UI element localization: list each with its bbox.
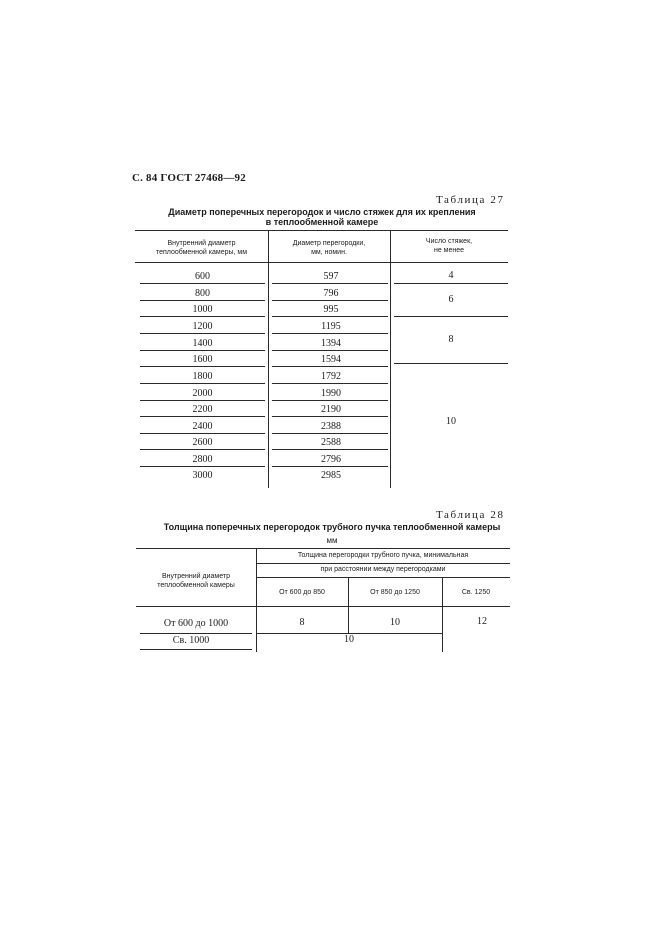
row-rule (140, 449, 265, 450)
table-row-inner-diameter: 2400 (192, 421, 213, 432)
table-row-inner-diameter: 2800 (192, 454, 213, 465)
table-28-subgroup-rule (256, 577, 510, 578)
table-28-subcol3-header: Св. 1250 (461, 589, 491, 596)
table-28-label: Таблица 28 (436, 509, 505, 521)
table-28-subcol2-header: От 850 до 1250 (370, 589, 420, 596)
row-rule (140, 350, 265, 351)
table-28-row-rule-left (140, 633, 252, 634)
table-27-top-rule (135, 230, 508, 231)
table-27-title-line2: в теплообменной камере (265, 217, 379, 227)
table-27-col1-header (135, 239, 268, 257)
table-27-header-rule (135, 262, 508, 263)
table-row-partition-diameter: 796 (323, 288, 339, 299)
table-27-title-line1: Диаметр поперечных перегородок и число стяжек для их крепления (168, 207, 476, 217)
row-rule (140, 283, 265, 284)
table-28-col1-header (136, 572, 256, 590)
table-28-subgroup-header: при расстоянии между перегородками (320, 566, 446, 573)
col3-header-line2: не менее (433, 247, 465, 254)
page-header: С. 84 ГОСТ 27468—92 (132, 172, 246, 184)
table-row-partition-diameter: 1990 (321, 388, 341, 399)
ties-rule (394, 283, 508, 284)
table-28-bottom-rule-left (140, 649, 252, 650)
row-rule (140, 366, 265, 367)
ties-value-10: 10 (446, 416, 456, 427)
table-row-partition-diameter: 1394 (321, 338, 341, 349)
table-27-title (132, 207, 512, 227)
row-rule (140, 400, 265, 401)
table-27-col3-header (390, 237, 508, 255)
table-row-inner-diameter: 1200 (192, 321, 213, 332)
table-28-subcol1-header: От 600 до 850 (279, 589, 325, 596)
table-row-inner-diameter: 800 (195, 288, 210, 299)
ties-value-4: 4 (448, 270, 454, 281)
table-28-title: Толщина поперечных перегородок трубного пучка теплообменной камеры (163, 522, 501, 532)
table-row-inner-diameter: 1600 (192, 354, 213, 365)
col1-header-line2: теплообменной камеры, мм (155, 249, 248, 256)
row-rule (272, 416, 388, 417)
row-rule (272, 466, 388, 467)
table-row-partition-diameter: 995 (323, 304, 339, 315)
table-row-partition-diameter: 2985 (321, 470, 341, 481)
table-28-row2-merged: 10 (344, 634, 354, 645)
table-row-inner-diameter: 1400 (192, 338, 213, 349)
table-row-partition-diameter: 2796 (321, 454, 341, 465)
row-rule (140, 383, 265, 384)
row-rule (272, 350, 388, 351)
table-row-inner-diameter: 2600 (192, 437, 213, 448)
table-28-row2-inner: Св. 1000 (172, 635, 210, 646)
table-row-partition-diameter: 1792 (321, 371, 341, 382)
row-rule (272, 366, 388, 367)
row-rule (272, 400, 388, 401)
row-rule (272, 383, 388, 384)
table-row-inner-diameter: 3000 (192, 470, 213, 481)
table-27-col-separator-1 (268, 230, 269, 488)
table-row-partition-diameter: 597 (323, 271, 339, 282)
table-27-col2-header (268, 239, 390, 257)
table-27-label: Таблица 27 (436, 194, 505, 206)
table-row-partition-diameter: 2190 (321, 404, 341, 415)
table-row-inner-diameter: 600 (195, 271, 210, 282)
row-rule (272, 333, 388, 334)
table-row-inner-diameter: 1800 (192, 371, 213, 382)
ties-rule (394, 316, 508, 317)
col2-header-line1: Диаметр перегородки, (292, 240, 366, 247)
row-rule (140, 316, 265, 317)
table-28-row1-inner: От 600 до 1000 (163, 618, 229, 629)
row-rule (140, 333, 265, 334)
row-rule (140, 433, 265, 434)
row-rule (140, 416, 265, 417)
table-27-col-separator-2 (390, 230, 391, 488)
table-28-top-rule (136, 548, 510, 549)
col1-header-line1: Внутренний диаметр (167, 240, 236, 247)
row-rule (140, 466, 265, 467)
table-row-partition-diameter: 2588 (321, 437, 341, 448)
table-row-partition-diameter: 1195 (321, 321, 341, 332)
table-28-group-rule (256, 563, 510, 564)
table-28-row1-v1: 8 (299, 617, 305, 628)
ties-rule (394, 363, 508, 364)
table-row-inner-diameter: 1000 (192, 304, 213, 315)
table-row-partition-diameter: 2388 (321, 421, 341, 432)
col3-header-line1: Число стяжек, (425, 238, 473, 245)
row-rule (140, 300, 265, 301)
row-rule (272, 283, 388, 284)
ties-value-6: 6 (448, 294, 454, 305)
col1-header-line2: теплообменной камеры (157, 582, 235, 589)
row-rule (272, 316, 388, 317)
table-28-header-rule (136, 606, 510, 607)
row-rule (272, 449, 388, 450)
table-row-partition-diameter: 1594 (321, 354, 341, 365)
table-row-inner-diameter: 2000 (192, 388, 213, 399)
row-rule (272, 433, 388, 434)
row-rule (272, 300, 388, 301)
col1-header-line1: Внутренний диаметр (162, 573, 230, 580)
table-row-inner-diameter: 2200 (192, 404, 213, 415)
table-28-row1-v2: 10 (390, 617, 400, 628)
table-28-row1-v3: 12 (477, 616, 487, 627)
table-28-group-header: Толщина перегородки трубного пучка, минимальная (297, 552, 469, 559)
col2-header-line2: мм, номин. (311, 249, 347, 256)
table-28-unit: мм (326, 536, 338, 545)
ties-value-8: 8 (448, 334, 454, 345)
